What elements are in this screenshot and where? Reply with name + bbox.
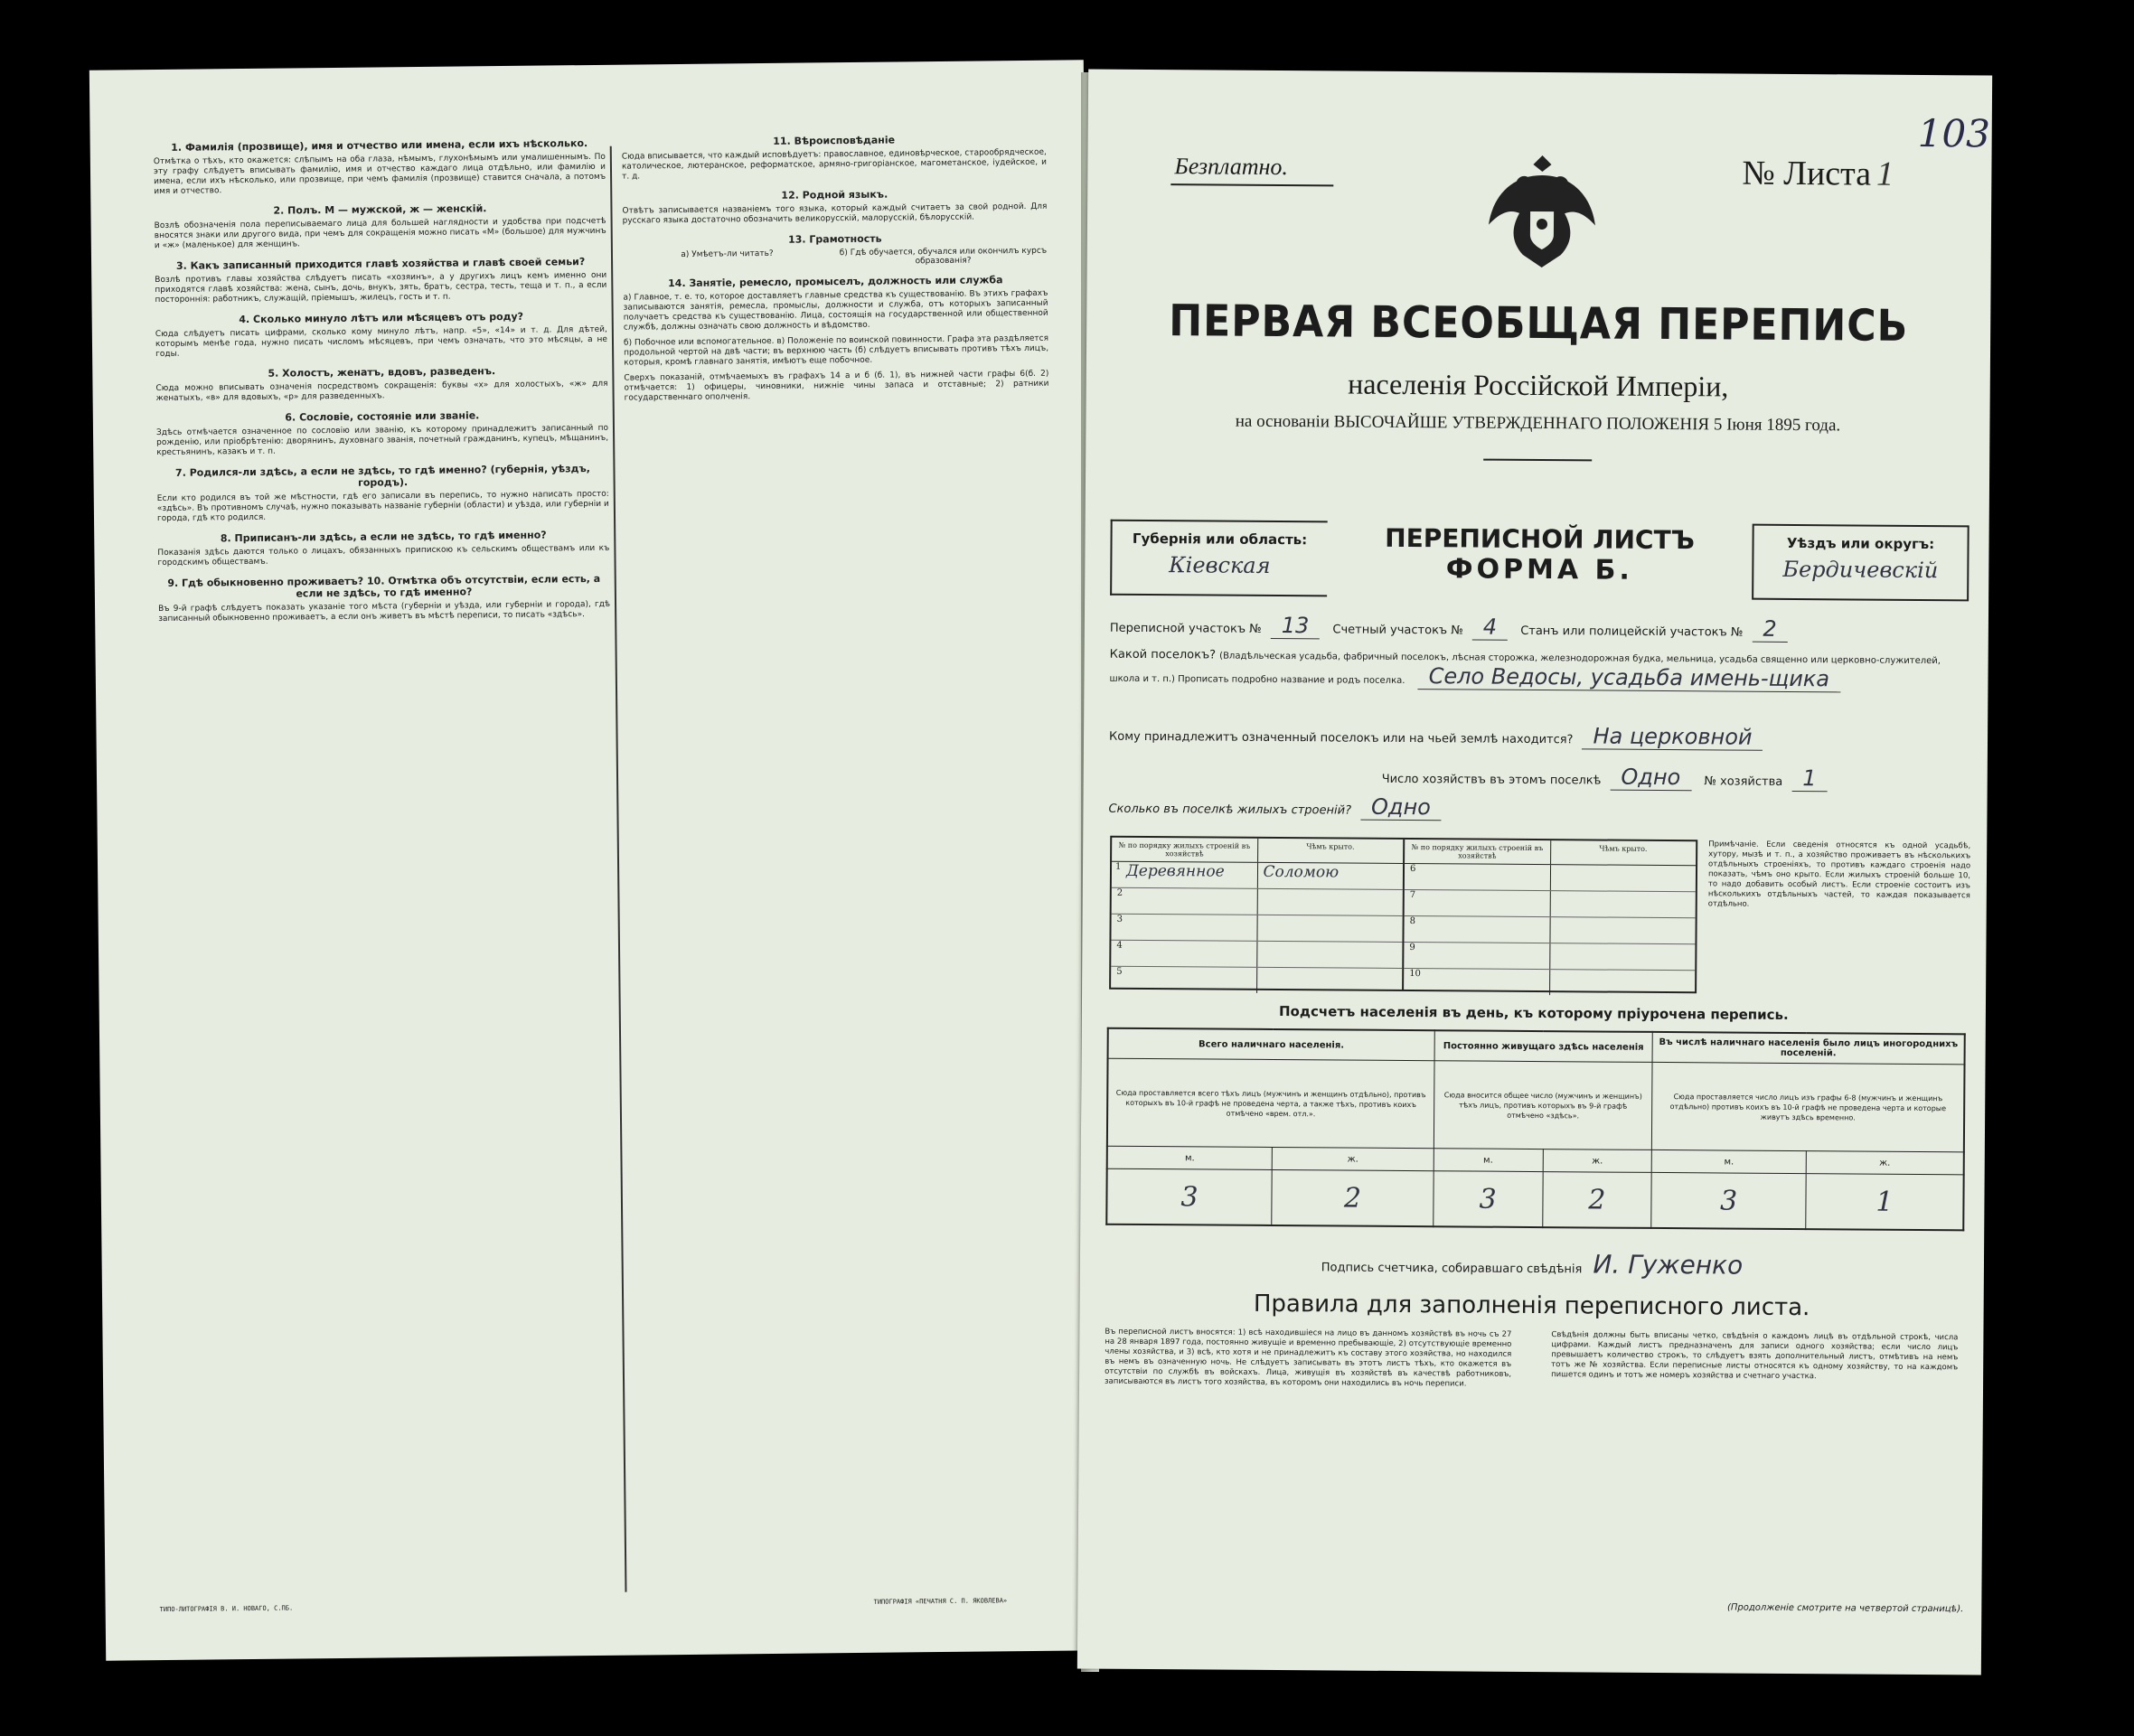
table-header (1405, 840, 1696, 866)
table-cell (1257, 942, 1403, 968)
double-headed-eagle-icon (1483, 148, 1602, 276)
population-value[interactable]: 1 (1806, 1174, 1964, 1231)
printer-imprint: ТИПОГРАФІЯ «ПЕЧАТНЯ С. П. ЯКОВЛЕВА» (873, 1597, 1008, 1606)
section-text: Если кто родился въ той же мѣстности, гдѣ его записали въ перепись, то нужно написать просто: «здѣсь». Въ противномъ случаѣ, нужно показывать названіе губерніи (области) и уѣзда, или губерніи и города, гдѣ кто родился. (156, 489, 609, 524)
district-value: Бердичевскій (1782, 556, 1939, 584)
rules-text-right: Свѣдѣнія должны быть вписаны четко, свѣдѣнія о каждомъ лицѣ въ отдѣльной строкѣ, числа цифрами. Каждый листъ предназначенъ для записи одного хозяйства; если число лицъ превышаетъ количество строкъ, то слѣдуетъ взять дополнительный листъ, отмѣтивъ на немъ тотъ же № хозяйства. Если переписные листы относятся къ одному хозяйству, то на каждомъ пишется одинъ и тотъ же номеръ хозяйства и счетнаго участка. (1551, 1330, 1959, 1382)
sheet-label: № Листа (1742, 154, 1872, 193)
male-header: м. (1651, 1150, 1806, 1173)
archive-number: 103 (1917, 110, 1991, 156)
table-cell (1112, 862, 1258, 888)
section-heading: 13. Грамотность (787, 232, 882, 246)
female-header: ж. (1543, 1150, 1652, 1173)
section (156, 408, 608, 458)
section (157, 529, 609, 568)
district-field[interactable] (1752, 524, 1969, 602)
area-line (1110, 612, 1797, 642)
households-line (1382, 763, 1837, 792)
row-number: 7 (1409, 890, 1416, 901)
roof-type: Соломою (1263, 862, 1340, 882)
owner-value[interactable]: На церковной (1582, 723, 1763, 750)
row-number: 9 (1409, 943, 1415, 953)
population-value[interactable]: 3 (1106, 1168, 1272, 1225)
section-heading: 3. Какъ записанный приходится главѣ хозяйства и главѣ своей семьи? (175, 256, 586, 272)
row-number: 6 (1409, 864, 1416, 875)
section-text: Сверхъ показаній, отмѣчаемыхъ въ графахъ 14 а и б (б. 1), въ нижней части графы 6(б. 2) отмѣчается: 1) офицеры, чиновники, нижніе чины запаса и отставные; 2) ратники государственнаго ополченія. (624, 369, 1049, 403)
sheet-value: 1 (1875, 155, 1894, 193)
section (158, 573, 611, 624)
row-number: 8 (1409, 916, 1416, 927)
instructions-column-1 (154, 128, 611, 630)
signature-label: Подпись счетчика, собиравшаго свѣдѣнія (1321, 1261, 1583, 1277)
column-header: Всего наличнаго населенія. (1108, 1028, 1435, 1061)
section-text: Отмѣтка о тѣхъ, кто окажется: слѣпымъ на оба глаза, нѣмымъ, глухонѣмымъ или умалишеннымъ. По эту графу слѣдуетъ вписывать фамилію, имя и отчество каждаго лица отдѣльно, или фамилію и имена, если ихъ нѣсколько, или прозвище, при чемъ фамилія (прозвище) ставится сначала, а потомъ имя и отчество. (153, 152, 606, 197)
district-label: Уѣздъ или округъ: (1786, 534, 1935, 553)
settlement-label: Какой поселокъ? (1109, 647, 1217, 662)
row-number: 1 (1114, 861, 1122, 872)
owner-label: Кому принадлежитъ означенный поселокъ или на чьей землѣ находится? (1108, 729, 1574, 747)
population-value[interactable]: 2 (1542, 1172, 1651, 1228)
table-cell (1550, 943, 1696, 970)
female-header: ж. (1272, 1147, 1434, 1170)
section (155, 364, 607, 404)
form-title (1336, 521, 1743, 586)
population-values-row (1106, 1168, 1963, 1230)
buildings-note: Примѣчаніе. Если сведенія относятся къ одной усадьбѣ, хутору, мызѣ и т. п., а хозяйство проживаетъ въ нѣсколькихъ отдѣльныхъ строеніяхъ, то противъ каждаго строенія надо показать, чѣмъ оно крыто. Если жилыхъ строеній больше 10, то надо добавить особый листъ. Если строеніе состоитъ изъ нѣсколькихъ отдѣльныхъ частей, то каждая показывается отдѣльно. (1707, 840, 1971, 909)
subtitle: населенія Россійской Имперіи, (1348, 367, 1729, 403)
section (154, 137, 606, 197)
section-heading: 4. Сколько минуло лѣтъ или мѣсяцевъ отъ роду? (239, 310, 524, 326)
column-header: № по порядку жилыхъ строеній въ хозяйствѣ (1405, 840, 1551, 864)
section-text: Сюда вписывается, что каждый исповѣдуетъ: православное, единовѣрческое, старообрядческое, католическое, лютеранское, реформатское, армяно-григоріанское, магометанское, іудейское, и т. д. (621, 147, 1047, 182)
table-row[interactable] (1404, 969, 1695, 996)
section-heading: 11. Вѣроисповѣданіе (773, 134, 896, 147)
instructions-page (89, 60, 1100, 1660)
table-cell (1405, 864, 1551, 890)
section-text: а) Главное, т. е. то, которое доставляетъ главные средства къ существованію. Въ этихъ графахъ записываются занятія, ремесла, промыслы, должности и служба, отъ которыхъ записанный получаетъ средства къ существованію. Лица, состоящія на государственной или общественной службѣ, должны означать свою должность и вѣдомство. (623, 288, 1048, 333)
table-cell (1404, 943, 1550, 969)
row-number: 10 (1409, 969, 1421, 980)
section (624, 370, 1048, 404)
section-text: Показанія здѣсь даются только о лицахъ, обязанныхъ припискою къ сельскимъ обществамъ или къ городскимъ обществамъ. (157, 543, 610, 568)
section-text: Возлѣ обозначенія пола переписываемаго лица для большей наглядности и удобства при подсчетѣ вносятся знаки или другого вида, при чемъ для сокращенія можно писать «М» (большое) для мужчинъ и «ж» (маленькое) для женщинъ. (154, 216, 606, 251)
section-text: Въ 9-й графѣ слѣдуетъ показать указаніе того мѣста (губерніи и уѣзда, или губерніи и города), гдѣ записанный обыкновенно проживаетъ, а если онъ живетъ въ мѣстѣ переписи, то писать «здѣсь». (158, 599, 611, 624)
table-row[interactable] (1111, 941, 1402, 969)
section-heading: 6. Сословіе, состояніе или званіе. (285, 409, 480, 424)
table-cell (1404, 969, 1550, 995)
section (154, 202, 606, 251)
stan-value[interactable]: 2 (1752, 616, 1787, 643)
stan-label: Станъ или полицейскій участокъ № (1520, 624, 1744, 640)
table-description-row (1107, 1058, 1965, 1152)
row-number: 4 (1116, 940, 1123, 951)
owner-line (1109, 720, 1772, 750)
section-heading: 8. Приписанъ-ли здѣсь, а если не здѣсь, то гдѣ именно? (220, 529, 547, 545)
column-description: Сюда проставляется число лицъ изъ графы 6-8 (мужчинъ и женщинъ отдѣльно) противъ коихъ въ 10-й графѣ не проведена черта и которые живутъ здѣсь временно. (1652, 1062, 1965, 1151)
section (623, 231, 1048, 269)
column-header: Постоянно живущаго здѣсь населенія (1434, 1030, 1653, 1062)
column-description: Сюда вносится общее число (мужчинъ и женщинъ) тѣхъ лицъ, противъ которыхъ въ 9-й графѣ отмѣчено «здѣсь». (1434, 1061, 1652, 1150)
table-cell (1405, 890, 1551, 916)
section-heading: 1. Фамилія (прозвище), имя и отчество или имена, если ихъ нѣсколько. (171, 137, 588, 154)
settlement-value[interactable]: Село Ведосы, усадьба имень-щика (1418, 663, 1841, 692)
census-form-page (1077, 70, 1992, 1675)
buildings-line (1108, 793, 1451, 821)
section (622, 187, 1047, 227)
households-value[interactable]: Одно (1610, 765, 1691, 792)
printer-imprint: ТИПО-ЛИТОГРАФІЯ В. И. НОВАГО, С.ПБ. (159, 1604, 294, 1614)
male-header: м. (1107, 1146, 1273, 1169)
table-cell (1111, 967, 1257, 993)
section (156, 463, 609, 524)
section-text: Отвѣтъ записывается названіемъ того языка, который каждый считаетъ за свой родной. Для русскаго языка достаточно обозначить великорусскій, малорусскій, бѣлорусскій. (622, 202, 1048, 226)
settlement-note: (Владѣльческая усадьба, фабричный поселокъ, лѣсная сторожка, железнодорожная будка, мельница, усадьба священно или церковно-служителей, школа и т. п.) Прописать подробно название и родъ поселка. (1109, 651, 1941, 686)
section (624, 334, 1048, 369)
table-row[interactable] (1404, 916, 1695, 944)
section-text: Здѣсь отмѣчается означенное по сословію или званію, къ которому принадлежитъ записанный по рожденію, или пріобрѣтенію: дворянинъ, духовнаго званія, почетный гражданинъ, купецъ, мѣщанинъ, крестьянинъ, казакъ и т. п. (155, 423, 609, 458)
buildings-table-right (1404, 840, 1696, 991)
rules-title: Правила для заполненія переписного листа. (1253, 1290, 1810, 1322)
section-text: Возлѣ противъ главы хозяйства слѣдуетъ писать «хозяинъ», а у другихъ лицъ кемъ именно они приходятся главѣ хозяйства: жена, сынъ, дочь, внукъ, зять, братъ, сестра, тесть, теща и т. п., а если постороннія: работникъ, служащій, пріемышъ, жилецъ, гость и т. п. (155, 270, 607, 305)
form-title-line-1: ПЕРЕПИСНОЙ ЛИСТЪ (1385, 522, 1696, 556)
count-label: Счетный участокъ № (1332, 623, 1463, 638)
building-type: Деревянное (1125, 861, 1225, 881)
section-heading: 12. Родной языкъ. (781, 188, 888, 202)
settlement-line (1109, 648, 1968, 693)
table-row[interactable] (1112, 888, 1403, 916)
table-row[interactable] (1112, 862, 1403, 890)
literacy-columns (623, 247, 1048, 269)
divider (1483, 459, 1592, 462)
buildings-label: Сколько въ поселкѣ жилыхъ строеній? (1108, 802, 1352, 818)
count-value[interactable]: 4 (1472, 615, 1508, 641)
table-row[interactable] (1404, 943, 1695, 971)
table-cell (1111, 941, 1257, 967)
form-title-line-2: ФОРМА Б. (1445, 553, 1633, 586)
buildings-table-left (1111, 838, 1405, 990)
section-text: б) Побочное или вспомогательное. в) Положеніе по воинской повинности. Графа эта раздѣляется продольной чертой на двѣ части; въ верхнюю часть (б) слѣдуетъ вписывать противъ тѣхъ лицъ, которыя, кромѣ главнаго занятія, имѣютъ еще побочное. (623, 333, 1049, 368)
free-label: Безплатно. (1174, 153, 1289, 181)
table-cell (1550, 970, 1696, 996)
table-row[interactable] (1111, 915, 1402, 943)
column-header: Чѣмъ крыто. (1306, 842, 1355, 851)
table-cell (1550, 891, 1696, 917)
population-value[interactable]: 2 (1272, 1169, 1434, 1226)
legal-basis: на основаніи ВЫСОЧАЙШЕ УТВЕРЖДЕННАГО ПОЛОЖЕНІЯ 5 Іюня 1895 года. (1235, 411, 1841, 436)
table-cell (1404, 916, 1550, 943)
table-cell (1257, 889, 1403, 915)
instructions-column-2 (622, 124, 1049, 409)
household-no-label: № хозяйства (1704, 774, 1783, 789)
section (155, 256, 606, 305)
page-title: ПЕРВАЯ ВСЕОБЩАЯ ПЕРЕПИСЬ (1169, 296, 1909, 352)
section-heading: 5. Холостъ, женатъ, вдовъ, разведенъ. (268, 365, 496, 380)
table-cell (1550, 917, 1696, 943)
section (622, 133, 1047, 183)
section-heading: 7. Родился-ли здѣсь, а если не здѣсь, то гдѣ именно? (губернія, уѣздъ, городъ). (174, 463, 590, 489)
row-number: 3 (1116, 914, 1123, 924)
governorate-label: Губернія или область: (1132, 530, 1308, 549)
row-number: 5 (1116, 966, 1123, 977)
female-header: ж. (1806, 1151, 1964, 1175)
section (623, 274, 1048, 333)
section-heading: 14. Занятіе, ремесло, промыселъ, должность или служба (668, 274, 1003, 290)
enumerator-signature-line (1080, 1245, 1984, 1281)
table-cell (1257, 863, 1403, 889)
population-count-title: Подсчетъ населенія въ день, къ которому пріурочена перепись. (1278, 1003, 1789, 1023)
table-cell (1111, 915, 1257, 941)
household-no-value[interactable]: 1 (1791, 765, 1827, 792)
population-value[interactable]: 3 (1434, 1171, 1543, 1227)
literacy-b: б) Гдѣ обучается, обучался или окончилъ курсъ образованія? (839, 246, 1048, 267)
households-label: Число хозяйствъ въ этомъ поселкѣ (1381, 772, 1602, 788)
buildings-table (1109, 836, 1697, 994)
section-text: Сюда можно вписывать означенія посредствомъ сокращенія: буквы «х» для холостыхъ, «ж» для женатыхъ, «в» для вдовыхъ, «р» для разведенныхъ. (155, 379, 608, 404)
rules-text-left: Въ переписной листъ вносятся: 1) всѣ находившіеся на лицо въ данномъ хозяйствѣ въ ночь съ 27 на 28 января 1897 года, постоянно живущіе и временно пребывающіе, 2) отсутствующіе временно члены хозяйства, и 3) всѣ, кто хотя и не принадлежитъ къ составу этого хозяйства, но находился въ немъ въ означенную ночь. Не слѣдуетъ записывать въ этотъ листъ тѣхъ, кто окажется въ отсутствіи по службѣ въ войскахъ. Лица, живущія въ хозяйствѣ въ качествѣ работниковъ, записываются въ листъ того хозяйства, въ которомъ они находились въ ночь переписи. (1105, 1327, 1512, 1389)
table-header (1112, 838, 1403, 864)
table-cell (1112, 888, 1258, 915)
section-heading: 9. Гдѣ обыкновенно проживаетъ? 10. Отмѣтка объ отсутствіи, если есть, а если не здѣсь, то гдѣ именно? (167, 572, 601, 600)
section (155, 310, 607, 360)
signature-value[interactable]: И. Гуженко (1593, 1249, 1744, 1281)
section-text: Сюда слѣдуетъ писать цифрами, сколько кому минуло лѣтъ, напр. «5», «14» и т. д. Для дѣтей, которымъ менѣе года, нужно писать числомъ мѣсяцевъ, при чемъ означать, что это мѣсяцы, а не годы. (155, 324, 608, 360)
sheet-number (1742, 154, 1894, 194)
section-heading: 2. Полъ. М — мужской, ж — женскій. (273, 202, 487, 217)
buildings-value[interactable]: Одно (1360, 794, 1442, 821)
area-value[interactable]: 13 (1271, 613, 1321, 639)
governorate-field[interactable] (1110, 520, 1328, 597)
table-cell (1550, 865, 1696, 891)
continued-note: (Продолженіе смотрите на четвертой страницѣ). (1726, 1602, 1964, 1615)
population-table (1105, 1028, 1966, 1232)
column-description: Сюда проставляется всего тѣхъ лицъ (мужчинъ и женщинъ отдѣльно), противъ которыхъ въ 10-й графѣ не проведена черта, а также тѣхъ, противъ коихъ отмѣчено «врем. отл.». (1107, 1058, 1434, 1149)
table-row[interactable] (1405, 890, 1696, 918)
population-value[interactable]: 3 (1651, 1172, 1806, 1229)
form-header (1110, 520, 1969, 602)
row-number: 2 (1116, 887, 1123, 898)
literacy-a: а) Умѣетъ-ли читать? (681, 249, 774, 259)
column-header: № по порядку жилыхъ строеній въ хозяйствѣ (1112, 838, 1258, 862)
area-label: Переписной участокъ № (1109, 621, 1262, 636)
underline (1170, 183, 1333, 186)
column-header: Въ числѣ наличнаго населенія было лицъ иногороднихъ поселеній. (1652, 1032, 1964, 1065)
column-header: Чѣмъ крыто. (1599, 844, 1648, 853)
table-cell (1257, 968, 1403, 994)
male-header: м. (1434, 1149, 1543, 1172)
governorate-value: Кіевская (1169, 552, 1271, 578)
table-cell (1257, 915, 1403, 942)
table-row[interactable] (1111, 967, 1402, 994)
table-row[interactable] (1405, 864, 1696, 892)
